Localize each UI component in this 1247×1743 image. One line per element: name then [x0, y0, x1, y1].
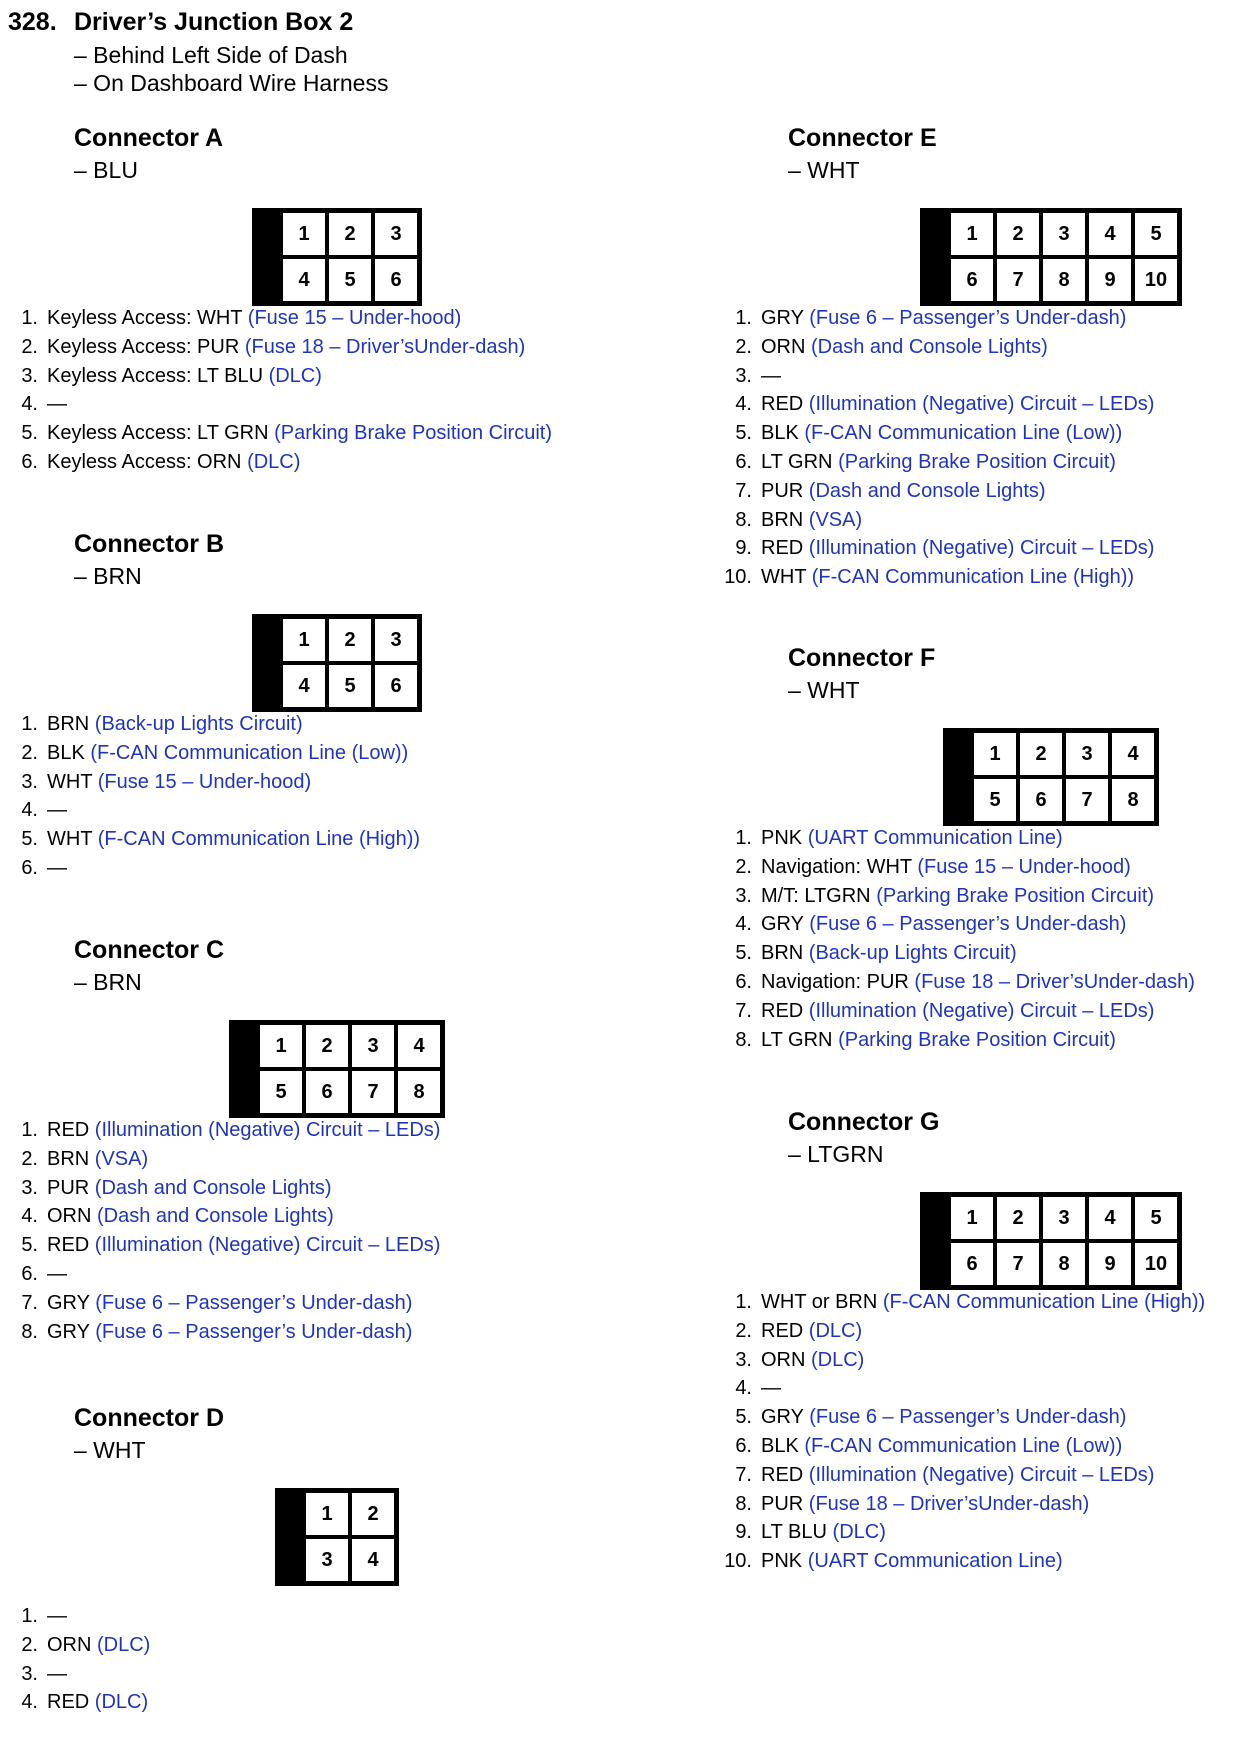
connector-d-pin-cell: 1	[306, 1493, 348, 1535]
circuit-description: (DLC)	[247, 450, 301, 473]
circuit-description: (F-CAN Communication Line (Low))	[804, 422, 1123, 445]
pin-list-item	[0, 1231, 440, 1260]
pin-list-item	[714, 939, 1195, 968]
pin-number: 3.	[21, 770, 38, 793]
connector-d-pin-list	[0, 1602, 150, 1717]
circuit-description: (VSA)	[808, 508, 863, 531]
pin-list-item	[714, 390, 1154, 419]
wire-color: LT BLU	[761, 1521, 827, 1544]
pin-list-item	[714, 1547, 1205, 1576]
circuit-description: (Parking Brake Position Circuit)	[838, 1028, 1116, 1051]
pin-list-item	[0, 768, 420, 797]
wire-color: ORN	[761, 1348, 806, 1371]
pin-list-item	[714, 1026, 1195, 1055]
wire-color: —	[47, 799, 67, 822]
pin-number: 2.	[735, 335, 752, 358]
wire-color: GRY	[47, 1320, 90, 1343]
pin-number: 1.	[735, 827, 752, 849]
wire-color: RED	[761, 1319, 804, 1342]
circuit-description: (F-CAN Communication Line (Low))	[804, 1434, 1123, 1457]
circuit-description: (Dash and Console Lights)	[97, 1205, 334, 1228]
connector-c-pin-cell: 3	[352, 1025, 394, 1067]
wire-color: PNK	[761, 1550, 803, 1573]
circuit-description: (Illumination (Negative) Circuit – LEDs)	[808, 393, 1155, 416]
pin-number: 3.	[21, 364, 38, 387]
pin-list-item	[0, 854, 420, 883]
connector-e-pin-cell: 5	[1135, 213, 1177, 255]
pin-list-item	[714, 968, 1195, 997]
pin-list-item	[0, 304, 552, 333]
pin-list-item	[714, 1432, 1205, 1461]
connector-b-housing-color: – BRN	[74, 563, 142, 589]
connector-e-pin-cell: 1	[951, 213, 993, 255]
circuit-description: (DLC)	[94, 1691, 149, 1714]
connector-c-pin-cell: 5	[260, 1071, 302, 1113]
wire-color: RED	[761, 537, 804, 560]
wire-color: BRN	[761, 942, 804, 965]
pin-list-item	[0, 1660, 150, 1689]
connector-d-pin-cell: 3	[306, 1539, 348, 1581]
circuit-description: (Fuse 6 – Passenger’s Under-dash)	[95, 1320, 413, 1343]
wire-color: —	[761, 364, 781, 387]
wire-color: PUR	[761, 1492, 804, 1515]
circuit-description: (Parking Brake Position Circuit)	[274, 422, 552, 445]
connector-b-section	[0, 528, 620, 879]
pin-number: 10.	[724, 566, 752, 589]
connector-e-section	[714, 122, 1247, 589]
circuit-description: (DLC)	[268, 364, 322, 387]
pin-number: 3.	[735, 364, 752, 387]
wire-color: Keyless Access: ORN	[47, 450, 242, 473]
wire-color: BRN	[761, 508, 804, 531]
connector-g-pin-cell: 6	[951, 1243, 993, 1285]
pin-list-item	[0, 1145, 440, 1174]
wire-color: WHT	[761, 566, 807, 589]
pin-list-item	[0, 710, 420, 739]
pin-number: 5.	[21, 828, 38, 851]
pin-list-item	[714, 1317, 1205, 1346]
circuit-description: (DLC)	[97, 1633, 151, 1656]
circuit-description: (Illumination (Negative) Circuit – LEDs)	[94, 1234, 441, 1257]
wire-color: PNK	[761, 827, 803, 849]
pin-number: 7.	[735, 1463, 752, 1486]
wire-color: RED	[761, 1463, 804, 1486]
circuit-description: (Fuse 15 – Under-hood)	[917, 855, 1131, 878]
connector-f-diagram	[943, 728, 1159, 826]
pin-list-item	[0, 419, 552, 448]
pin-number: 5.	[735, 1406, 752, 1429]
pin-number: 6.	[735, 1434, 752, 1457]
connector-e-pin-cell: 8	[1043, 259, 1085, 301]
connector-f-pin-cell: 5	[974, 779, 1016, 821]
circuit-description: (Fuse 15 – Under-hood)	[247, 307, 462, 329]
pin-list-item	[0, 1202, 440, 1231]
pin-list-item	[714, 853, 1195, 882]
pin-list-item	[714, 1403, 1205, 1432]
circuit-description: (F-CAN Communication Line (Low))	[90, 741, 409, 764]
wire-color: BLK	[761, 1434, 799, 1457]
pin-list-item	[714, 1490, 1205, 1519]
connector-d-diagram	[275, 1488, 399, 1586]
pin-list-item	[714, 448, 1154, 477]
connector-g-pin-cell: 7	[997, 1243, 1039, 1285]
circuit-description: (Back-up Lights Circuit)	[94, 713, 303, 735]
wire-color: RED	[47, 1119, 90, 1141]
circuit-description: (DLC)	[808, 1319, 863, 1342]
circuit-description: (DLC)	[832, 1521, 886, 1544]
connector-g-pin-cell: 2	[997, 1197, 1039, 1239]
pin-list-item	[714, 362, 1154, 391]
pin-list-item	[714, 910, 1195, 939]
circuit-description: (Fuse 6 – Passenger’s Under-dash)	[95, 1291, 413, 1314]
connector-c-pin-cell: 8	[398, 1071, 440, 1113]
connector-e-pin-cell: 9	[1089, 259, 1131, 301]
wire-color: —	[47, 393, 67, 416]
wire-color: ORN	[47, 1633, 92, 1656]
connector-a-pin-cell: 5	[329, 259, 371, 301]
location-line-2: – On Dashboard Wire Harness	[74, 70, 389, 96]
connector-c-pin-cell: 6	[306, 1071, 348, 1113]
pin-list-item	[0, 1260, 440, 1289]
connector-f-section	[714, 642, 1247, 1051]
circuit-description: (Fuse 6 – Passenger’s Under-dash)	[809, 913, 1127, 936]
circuit-description: (Parking Brake Position Circuit)	[876, 884, 1155, 907]
location-line-1: – Behind Left Side of Dash	[74, 42, 348, 68]
pin-list-item	[0, 1631, 150, 1660]
pin-list-item	[714, 824, 1195, 853]
circuit-description: (Illumination (Negative) Circuit – LEDs)	[808, 1463, 1155, 1486]
connector-c-section	[0, 934, 620, 1343]
pin-list-item	[0, 390, 552, 419]
connector-g-pin-list	[714, 1288, 1205, 1576]
connector-g-pin-cell: 9	[1089, 1243, 1131, 1285]
wire-color: Keyless Access: WHT	[47, 307, 243, 329]
pin-number: 5.	[735, 942, 752, 965]
pin-number: 1.	[21, 1119, 38, 1141]
pin-number: 3.	[21, 1662, 38, 1685]
connector-a-pin-cell: 3	[375, 213, 417, 255]
section-number: 328.	[8, 8, 57, 36]
circuit-description: (F-CAN Communication Line (High))	[811, 566, 1135, 589]
connector-f-pin-cell: 7	[1066, 779, 1108, 821]
pin-number: 1.	[21, 307, 38, 329]
connector-a-diagram	[252, 208, 422, 306]
pin-number: 2.	[21, 1633, 38, 1656]
connector-d-pin-cell: 4	[352, 1539, 394, 1581]
wire-color: BRN	[47, 1147, 90, 1170]
pin-number: 1.	[735, 1291, 752, 1313]
connector-c-pin-cell: 2	[306, 1025, 348, 1067]
circuit-description: (Dash and Console Lights)	[811, 335, 1048, 358]
wire-color: —	[47, 1662, 67, 1685]
circuit-description: (F-CAN Communication Line (High))	[882, 1291, 1206, 1313]
pin-list-item	[714, 304, 1154, 333]
wire-color: GRY	[761, 307, 804, 329]
pin-list-item	[0, 825, 420, 854]
connector-d-section	[0, 1402, 620, 1714]
pin-number: 2.	[21, 741, 38, 764]
wire-color: Keyless Access: PUR	[47, 335, 240, 358]
circuit-description: (Parking Brake Position Circuit)	[838, 450, 1116, 473]
pin-number: 6.	[735, 450, 752, 473]
pin-list-item	[714, 882, 1195, 911]
pin-number: 3.	[735, 1348, 752, 1371]
circuit-description: (Fuse 6 – Passenger’s Under-dash)	[809, 307, 1127, 329]
connector-b-pin-cell: 1	[283, 619, 325, 661]
pin-number: 8.	[21, 1320, 38, 1343]
connector-f-pin-cell: 6	[1020, 779, 1062, 821]
pin-number: 4.	[735, 393, 752, 416]
connector-c-housing-color: – BRN	[74, 969, 142, 995]
pin-number: 4.	[735, 913, 752, 936]
pin-number: 8.	[735, 1492, 752, 1515]
pin-list-item	[0, 796, 420, 825]
circuit-description: (Illumination (Negative) Circuit – LEDs)	[94, 1119, 441, 1141]
connector-g-heading: Connector G	[788, 1108, 940, 1136]
pin-number: 6.	[21, 450, 38, 473]
connector-f-pin-cell: 2	[1020, 733, 1062, 775]
pin-list-item	[0, 1688, 150, 1717]
pin-list-item	[714, 1374, 1205, 1403]
connector-f-pin-cell: 8	[1112, 779, 1154, 821]
wire-color: PUR	[761, 479, 804, 502]
pin-number: 9.	[735, 537, 752, 560]
connector-g-pin-cell: 1	[951, 1197, 993, 1239]
wire-color: ORN	[47, 1205, 92, 1228]
wire-color: BLK	[761, 422, 799, 445]
connector-b-pin-cell: 2	[329, 619, 371, 661]
pin-list-item	[714, 1346, 1205, 1375]
pin-list-item	[714, 563, 1154, 592]
connector-e-pin-cell: 4	[1089, 213, 1131, 255]
circuit-description: (F-CAN Communication Line (High))	[97, 828, 421, 851]
pin-list-item	[0, 1174, 440, 1203]
connector-e-pin-cell: 2	[997, 213, 1039, 255]
page-title: Driver’s Junction Box 2	[74, 8, 354, 36]
circuit-description: (Dash and Console Lights)	[94, 1176, 332, 1199]
pin-list-item	[714, 1461, 1205, 1490]
pin-number: 4.	[21, 799, 38, 822]
circuit-description: (UART Communication Line)	[807, 827, 1063, 849]
pin-number: 5.	[21, 422, 38, 445]
wire-color: GRY	[761, 913, 804, 936]
wire-color: RED	[761, 393, 804, 416]
wire-color: PUR	[47, 1176, 90, 1199]
pin-number: 7.	[735, 479, 752, 502]
circuit-description: (Back-up Lights Circuit)	[808, 942, 1017, 965]
connector-g-pin-cell: 8	[1043, 1243, 1085, 1285]
circuit-description: (Fuse 6 – Passenger’s Under-dash)	[809, 1406, 1127, 1429]
connector-a-heading: Connector A	[74, 124, 224, 152]
pin-list-item	[0, 333, 552, 362]
wire-color: WHT	[47, 828, 93, 851]
connector-e-pin-cell: 6	[951, 259, 993, 301]
wire-color: Keyless Access: LT BLU	[47, 364, 264, 387]
wire-color: LT GRN	[761, 1028, 833, 1051]
pin-number: 2.	[735, 1319, 752, 1342]
pin-number: 8.	[735, 1028, 752, 1051]
wire-color: —	[761, 1377, 781, 1400]
pin-number: 4.	[735, 1377, 752, 1400]
circuit-description: (Dash and Console Lights)	[808, 479, 1046, 502]
connector-f-housing-color: – WHT	[788, 677, 860, 703]
connector-g-pin-cell: 3	[1043, 1197, 1085, 1239]
connector-a-pin-cell: 2	[329, 213, 371, 255]
connector-g-section	[714, 1106, 1247, 1573]
connector-a-section	[0, 122, 620, 473]
wire-color: GRY	[761, 1406, 804, 1429]
pin-number: 1.	[735, 307, 752, 329]
connector-d-heading: Connector D	[74, 1404, 224, 1432]
pin-list-item	[714, 506, 1154, 535]
pin-number: 1.	[21, 1605, 38, 1627]
pin-list-item	[714, 997, 1195, 1026]
pin-list-item	[714, 333, 1154, 362]
connector-b-diagram	[252, 614, 422, 712]
circuit-description: (Illumination (Negative) Circuit – LEDs)	[808, 999, 1155, 1022]
pin-number: 1.	[21, 713, 38, 735]
wire-color: —	[47, 1605, 67, 1627]
connector-c-pin-list	[0, 1116, 440, 1346]
connector-c-diagram	[229, 1020, 445, 1118]
pin-number: 9.	[735, 1521, 752, 1544]
wire-color: —	[47, 856, 67, 879]
pin-list-item	[0, 448, 552, 477]
wire-color: LT GRN	[761, 450, 833, 473]
wire-color: Navigation: PUR	[761, 970, 909, 993]
circuit-description: (Illumination (Negative) Circuit – LEDs)	[808, 537, 1155, 560]
pin-number: 4.	[21, 1691, 38, 1714]
connector-g-diagram	[920, 1192, 1182, 1290]
connector-c-pin-cell: 4	[398, 1025, 440, 1067]
pin-list-item	[714, 1518, 1205, 1547]
pin-list-item	[0, 362, 552, 391]
pin-list-item	[0, 1289, 440, 1318]
pin-list-item	[714, 419, 1154, 448]
circuit-description: (VSA)	[94, 1147, 149, 1170]
pin-number: 3.	[21, 1176, 38, 1199]
connector-a-pin-cell: 6	[375, 259, 417, 301]
pin-number: 10.	[724, 1550, 752, 1573]
wire-color: Keyless Access: LT GRN	[47, 422, 269, 445]
wire-color: M/T: LTGRN	[761, 884, 877, 907]
pin-number: 4.	[21, 1205, 38, 1228]
pin-number: 7.	[21, 1291, 38, 1314]
connector-e-pin-cell: 7	[997, 259, 1039, 301]
connector-d-housing-color: – WHT	[74, 1437, 146, 1463]
connector-f-pin-cell: 1	[974, 733, 1016, 775]
pin-number: 7.	[735, 999, 752, 1022]
pin-number: 3.	[735, 884, 752, 907]
pin-list-item	[0, 1602, 150, 1631]
pin-number: 5.	[21, 1234, 38, 1257]
circuit-description: (DLC)	[811, 1348, 865, 1371]
pin-number: 4.	[21, 393, 38, 416]
pin-list-item	[0, 1318, 440, 1347]
connector-f-heading: Connector F	[788, 644, 936, 672]
circuit-description: (Fuse 18 – Driver’sUnder-dash)	[244, 335, 526, 358]
pin-list-item	[0, 739, 420, 768]
pin-number: 6.	[735, 970, 752, 993]
connector-e-pin-list	[714, 304, 1154, 592]
connector-e-diagram	[920, 208, 1182, 306]
pin-number: 2.	[21, 1147, 38, 1170]
connector-c-pin-cell: 7	[352, 1071, 394, 1113]
connector-e-pin-cell: 10	[1135, 259, 1177, 301]
pin-number: 2.	[735, 855, 752, 878]
connector-b-pin-cell: 4	[283, 665, 325, 707]
connector-b-pin-cell: 6	[375, 665, 417, 707]
wire-color: GRY	[47, 1291, 90, 1314]
wire-color: WHT	[47, 770, 93, 793]
pin-list-item	[714, 477, 1154, 506]
connector-g-pin-cell: 5	[1135, 1197, 1177, 1239]
circuit-description: (UART Communication Line)	[807, 1550, 1063, 1573]
connector-a-pin-cell: 4	[283, 259, 325, 301]
circuit-description: (Fuse 15 – Under-hood)	[97, 770, 312, 793]
connector-g-pin-cell: 4	[1089, 1197, 1131, 1239]
pin-number: 5.	[735, 422, 752, 445]
connector-e-heading: Connector E	[788, 124, 937, 152]
connector-d-pin-cell: 2	[352, 1493, 394, 1535]
connector-f-pin-cell: 3	[1066, 733, 1108, 775]
circuit-description: (Fuse 18 – Driver’sUnder-dash)	[808, 1492, 1090, 1515]
connector-f-pin-cell: 4	[1112, 733, 1154, 775]
connector-a-pin-cell: 1	[283, 213, 325, 255]
pin-list-item	[714, 1288, 1205, 1317]
connector-b-pin-cell: 5	[329, 665, 371, 707]
connector-e-housing-color: – WHT	[788, 157, 860, 183]
connector-e-pin-cell: 3	[1043, 213, 1085, 255]
pin-number: 2.	[21, 335, 38, 358]
connector-b-pin-list	[0, 710, 420, 883]
wire-color: —	[47, 1262, 67, 1285]
wire-color: BRN	[47, 713, 90, 735]
connector-b-heading: Connector B	[74, 530, 224, 558]
connector-f-pin-list	[714, 824, 1195, 1054]
wire-color: RED	[47, 1691, 90, 1714]
connector-g-pin-cell: 10	[1135, 1243, 1177, 1285]
wire-color: ORN	[761, 335, 806, 358]
circuit-description: (Fuse 18 – Driver’sUnder-dash)	[914, 970, 1195, 993]
pin-number: 8.	[735, 508, 752, 531]
connector-b-pin-cell: 3	[375, 619, 417, 661]
pin-list-item	[714, 534, 1154, 563]
pin-number: 6.	[21, 1262, 38, 1285]
wire-color: BLK	[47, 741, 85, 764]
connector-c-heading: Connector C	[74, 936, 224, 964]
wire-color: Navigation: WHT	[761, 855, 912, 878]
connector-a-housing-color: – BLU	[74, 157, 138, 183]
pin-list-item	[0, 1116, 440, 1145]
wire-color: RED	[47, 1234, 90, 1257]
pin-number: 6.	[21, 856, 38, 879]
connector-a-pin-list	[0, 304, 552, 477]
connector-g-housing-color: – LTGRN	[788, 1141, 884, 1167]
wire-color: RED	[761, 999, 804, 1022]
wire-color: WHT or BRN	[761, 1291, 878, 1313]
connector-c-pin-cell: 1	[260, 1025, 302, 1067]
